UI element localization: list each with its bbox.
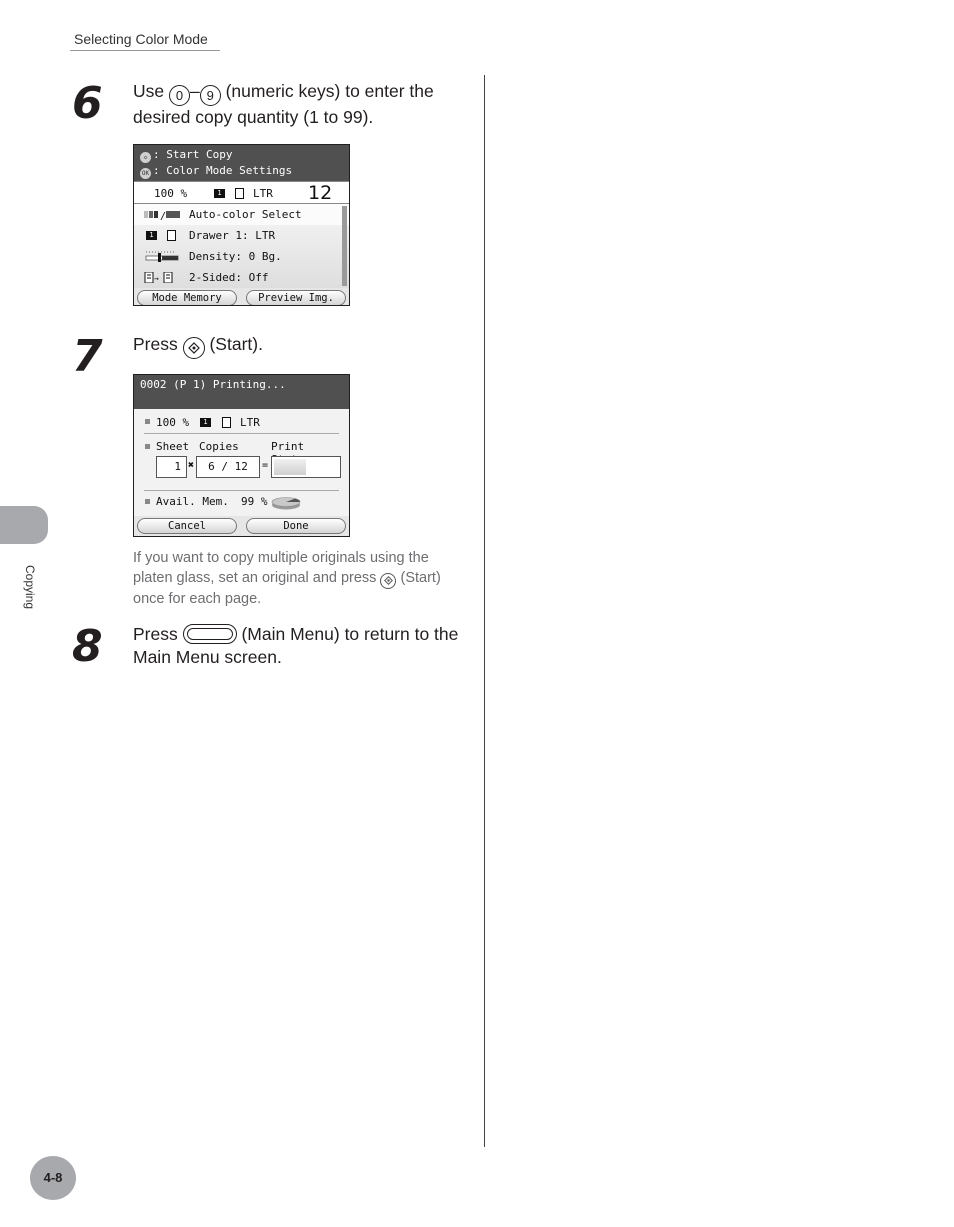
chapter-side-tab <box>0 506 48 544</box>
print-status-bar <box>271 456 341 478</box>
step-number-8: 8 <box>72 621 101 672</box>
drawer-icon: 1 <box>200 418 211 427</box>
mode-memory-button[interactable]: Mode Memory <box>137 290 237 306</box>
color-mode-icon <box>144 209 182 220</box>
page-header-title: Selecting Color Mode <box>74 31 208 47</box>
paper-icon <box>235 188 244 199</box>
start-key-icon <box>183 337 205 359</box>
density-item[interactable] <box>134 246 349 267</box>
available-memory-label: Avail. Mem. <box>156 495 229 508</box>
zoom-value: 100 % <box>154 187 188 200</box>
numeric-key-0-icon: 0 <box>169 85 190 106</box>
lcd-copy-screen-header <box>134 145 349 181</box>
copy-quantity: 12 <box>308 182 333 204</box>
step-number-7: 7 <box>72 331 101 382</box>
svg-text:/: / <box>160 211 167 220</box>
divider-line <box>144 433 339 434</box>
step-number-6: 6 <box>72 78 101 129</box>
print-status-column-label: Print <box>271 440 305 453</box>
copies-column-label: Copies <box>199 440 239 453</box>
print-status-fill <box>274 459 306 475</box>
step-8-text-after: (Main Menu) to return to the Main Menu screen. <box>133 624 459 667</box>
bullet-icon <box>145 444 150 449</box>
lcd-copy-screen <box>133 144 350 306</box>
paper-icon <box>167 230 176 241</box>
step-7-text-after: (Start). <box>209 334 263 354</box>
preview-image-button[interactable]: Preview Img. <box>246 290 346 306</box>
step-6-text <box>133 80 453 129</box>
svg-text:→: → <box>154 274 159 283</box>
available-memory-value: 99 % <box>241 495 268 508</box>
memory-disk-icon <box>271 496 301 510</box>
sheet-column-label: Sheet <box>156 440 190 453</box>
color-mode-label: Auto-color Select <box>189 208 302 221</box>
step-7-text <box>133 333 263 359</box>
copies-value-box: 6 / 12 <box>196 456 260 478</box>
paper-icon <box>222 417 231 428</box>
range-dash: – <box>190 81 200 101</box>
step-8-text-before: Press <box>133 624 178 644</box>
paper-source-label: Drawer 1: LTR <box>189 229 276 242</box>
equals-sign: = <box>262 460 269 471</box>
two-sided-icon <box>144 272 182 283</box>
settings-list <box>134 204 349 288</box>
drawer-icon: 1 <box>146 231 157 240</box>
multiply-sign: ✖ <box>188 460 195 471</box>
page-number-badge: 4-8 <box>30 1156 76 1200</box>
start-key-icon <box>380 573 396 589</box>
sheet-value-box: 1 <box>156 456 187 478</box>
divider-line <box>144 490 339 491</box>
ok-key-icon: OK <box>141 170 150 177</box>
printing-body <box>134 409 349 516</box>
paper-size: LTR <box>240 416 260 429</box>
numeric-key-9-icon: 9 <box>200 85 221 106</box>
lcd-printing-screen <box>133 374 350 537</box>
density-label: Density: 0 Bg. <box>189 250 282 263</box>
bullet-icon <box>145 419 150 424</box>
scrollbar[interactable] <box>342 206 347 286</box>
density-slider-icon <box>144 251 182 262</box>
paper-source-item[interactable] <box>134 225 349 246</box>
start-copy-label: : Start Copy <box>153 148 233 161</box>
two-sided-item[interactable] <box>134 267 349 288</box>
step-7-text-before: Press <box>133 334 178 354</box>
start-key-icon: ◇ <box>140 152 151 163</box>
step-8-text <box>133 623 468 669</box>
note-paragraph <box>133 548 463 609</box>
done-button[interactable]: Done <box>246 518 346 534</box>
bullet-icon <box>145 499 150 504</box>
status-strip <box>134 181 349 204</box>
color-mode-settings-label: : Color Mode Settings <box>153 164 293 177</box>
note-text-before: If you want to copy multiple originals using the platen glass, set an original and press <box>133 550 429 586</box>
two-sided-label: 2-Sided: Off <box>189 271 269 284</box>
column-divider <box>484 75 485 1147</box>
header-rule <box>70 50 220 51</box>
screen-1-buttons <box>134 288 349 306</box>
drawer-icon: 1 <box>214 189 225 198</box>
step-6-text-after: (numeric keys) to enter the desired copy quantity (1 to 99). <box>133 81 434 127</box>
cancel-button[interactable]: Cancel <box>137 518 237 534</box>
chapter-side-label: Copying <box>23 564 37 610</box>
screen-2-buttons <box>134 516 349 536</box>
zoom-value: 100 % <box>156 416 190 429</box>
note-text-after: (Start) once for each page. <box>133 570 441 607</box>
printing-header: 0002 (P 1) Printing... <box>134 375 349 409</box>
color-mode-item[interactable] <box>134 204 349 225</box>
step-6-text-before: Use <box>133 81 165 101</box>
paper-size: LTR <box>253 187 273 200</box>
main-menu-key-icon <box>183 624 237 644</box>
